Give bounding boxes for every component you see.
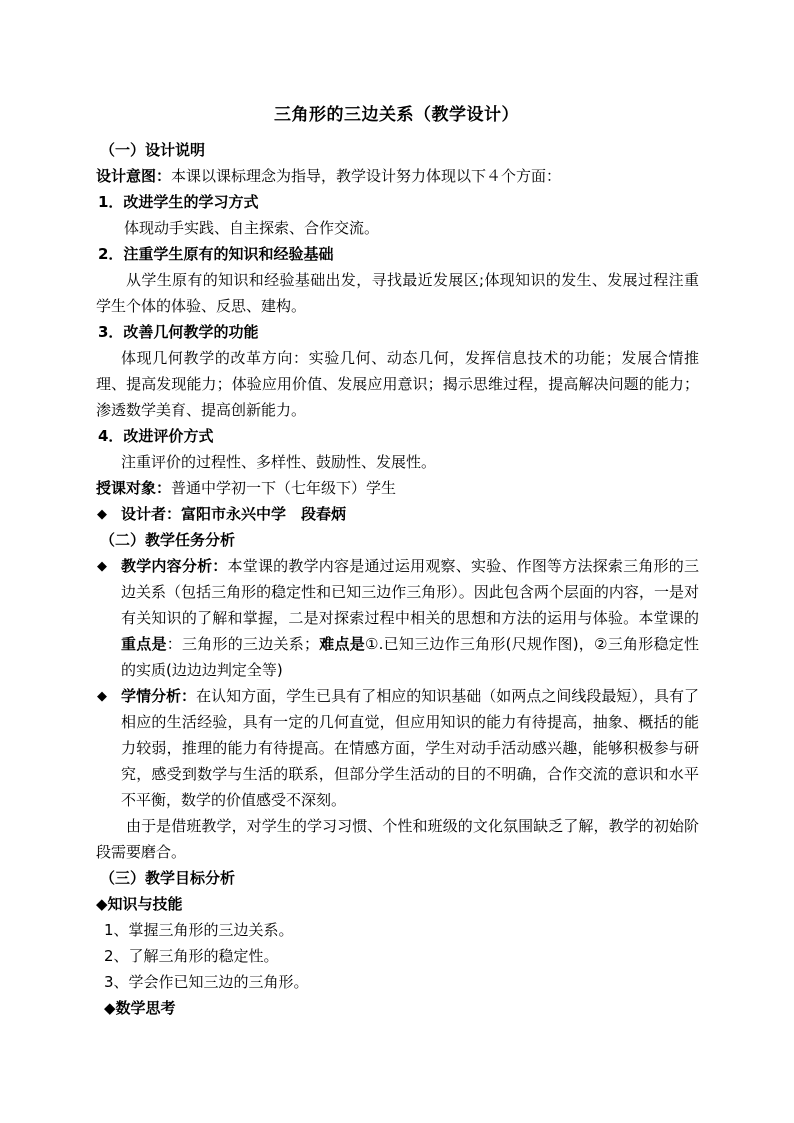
- learner-analysis-paragraph: [121, 683, 699, 813]
- content-analysis-label: 教学内容分析：: [121, 557, 228, 575]
- point-2-heading: 2．注重学生原有的知识和经验基础: [98, 245, 334, 263]
- design-intent-text: 本课以课标理念为指导，教学设计努力体现以下４个方面：: [171, 167, 562, 185]
- content-analysis-text-b: ：三角形的三边关系；: [166, 635, 319, 653]
- point-2-text: 从学生原有的知识和经验基础出发，寻找最近发展区;体现知识的发生、发展过程注重学生个体的体验、反思、建构。: [96, 271, 699, 315]
- point-4-text: 注重评价的过程性、多样性、鼓励性、发展性。: [121, 453, 437, 471]
- content-analysis-bullet-icon: ◆: [97, 559, 107, 574]
- learner-analysis-label: 学情分析：: [121, 687, 197, 705]
- point-3-heading: 3．改善几何教学的功能: [98, 323, 259, 341]
- learner-analysis-text: 在认知方面，学生已具有了相应的知识基础（如两点之间线段最短），具有了相应的生活经验，具有一定的几何直觉，但应用知识的能力有待提高，抽象、概括的能力较弱，推理的能力有待提高。在情感方面，学生对动手活动感兴趣，能够积极参与研究，感受到数学与生活的联系，但部分学生活动的目的不明确，合作交流的意识和水平不平衡，数学的价值感受不深刻。: [121, 687, 699, 809]
- learner-analysis-bullet-icon: ◆: [97, 689, 107, 704]
- difficulty-label: 难点是: [318, 635, 365, 653]
- designer-bullet-icon: ◆: [97, 507, 107, 522]
- content-analysis-text-a: 本堂课的教学内容是通过运用观察、实验、作图等方法探索三角形的三边关系（包括三角形的稳定性和已知三边作三角形）。因此包含两个层面的内容，一是对有关知识的了解和掌握，二是对探索过程中相关的思想和方法的运用与体验。本堂课的: [121, 557, 699, 627]
- section-heading-task-analysis: （二）教学任务分析: [100, 531, 236, 549]
- key-point-label: 重点是: [121, 635, 167, 653]
- point-3-text: 体现几何教学的改革方向：实验几何、动态几何，发挥信息技术的功能；发展合情推理、提高发现能力；体验应用价值、发展应用意识；揭示思维过程，提高解决问题的能力；渗透数学美育、提高创新能力。: [96, 349, 699, 419]
- knowledge-skills-heading: ◆知识与技能: [96, 895, 183, 913]
- design-intent: [96, 167, 561, 185]
- point-1-text: 体现动手实践、自主探索、合作交流。: [124, 219, 380, 237]
- point-4-heading: 4．改进评价方式: [98, 427, 214, 445]
- content-analysis-paragraph: [121, 553, 699, 683]
- design-intent-label: 设计意图：: [96, 167, 172, 185]
- point-1-heading: 1．改进学生的学习方式: [98, 193, 259, 211]
- section-heading-goal-analysis: （三）教学目标分析: [100, 869, 236, 887]
- audience-line: [96, 479, 396, 497]
- learner-analysis-note: 由于是借班教学，对学生的学习习惯、个性和班级的文化氛围缺乏了解，教学的初始阶段需要磨合。: [96, 817, 699, 861]
- math-thinking-heading: ◆数学思考: [104, 999, 176, 1017]
- goal-item-3: 3、学会作已知三边的三角形。: [104, 973, 309, 991]
- document-title: 三角形的三边关系（教学设计）: [274, 105, 519, 125]
- section-heading-design-notes: （一）设计说明: [100, 141, 206, 159]
- goal-item-1: 1、掌握三角形的三边关系。: [104, 921, 294, 939]
- designer-line: 设计者：富阳市永兴中学 段春炳: [121, 505, 347, 523]
- audience-label: 授课对象：: [96, 479, 172, 497]
- content-analysis-text-c: ①.已知三边作三角形(尺规作图)，②三角形稳定性的实质(边边边判定全等): [121, 635, 699, 679]
- goal-item-2: 2、了解三角形的稳定性。: [104, 947, 279, 965]
- audience-text: 普通中学初一下（七年级下）学生: [171, 479, 397, 497]
